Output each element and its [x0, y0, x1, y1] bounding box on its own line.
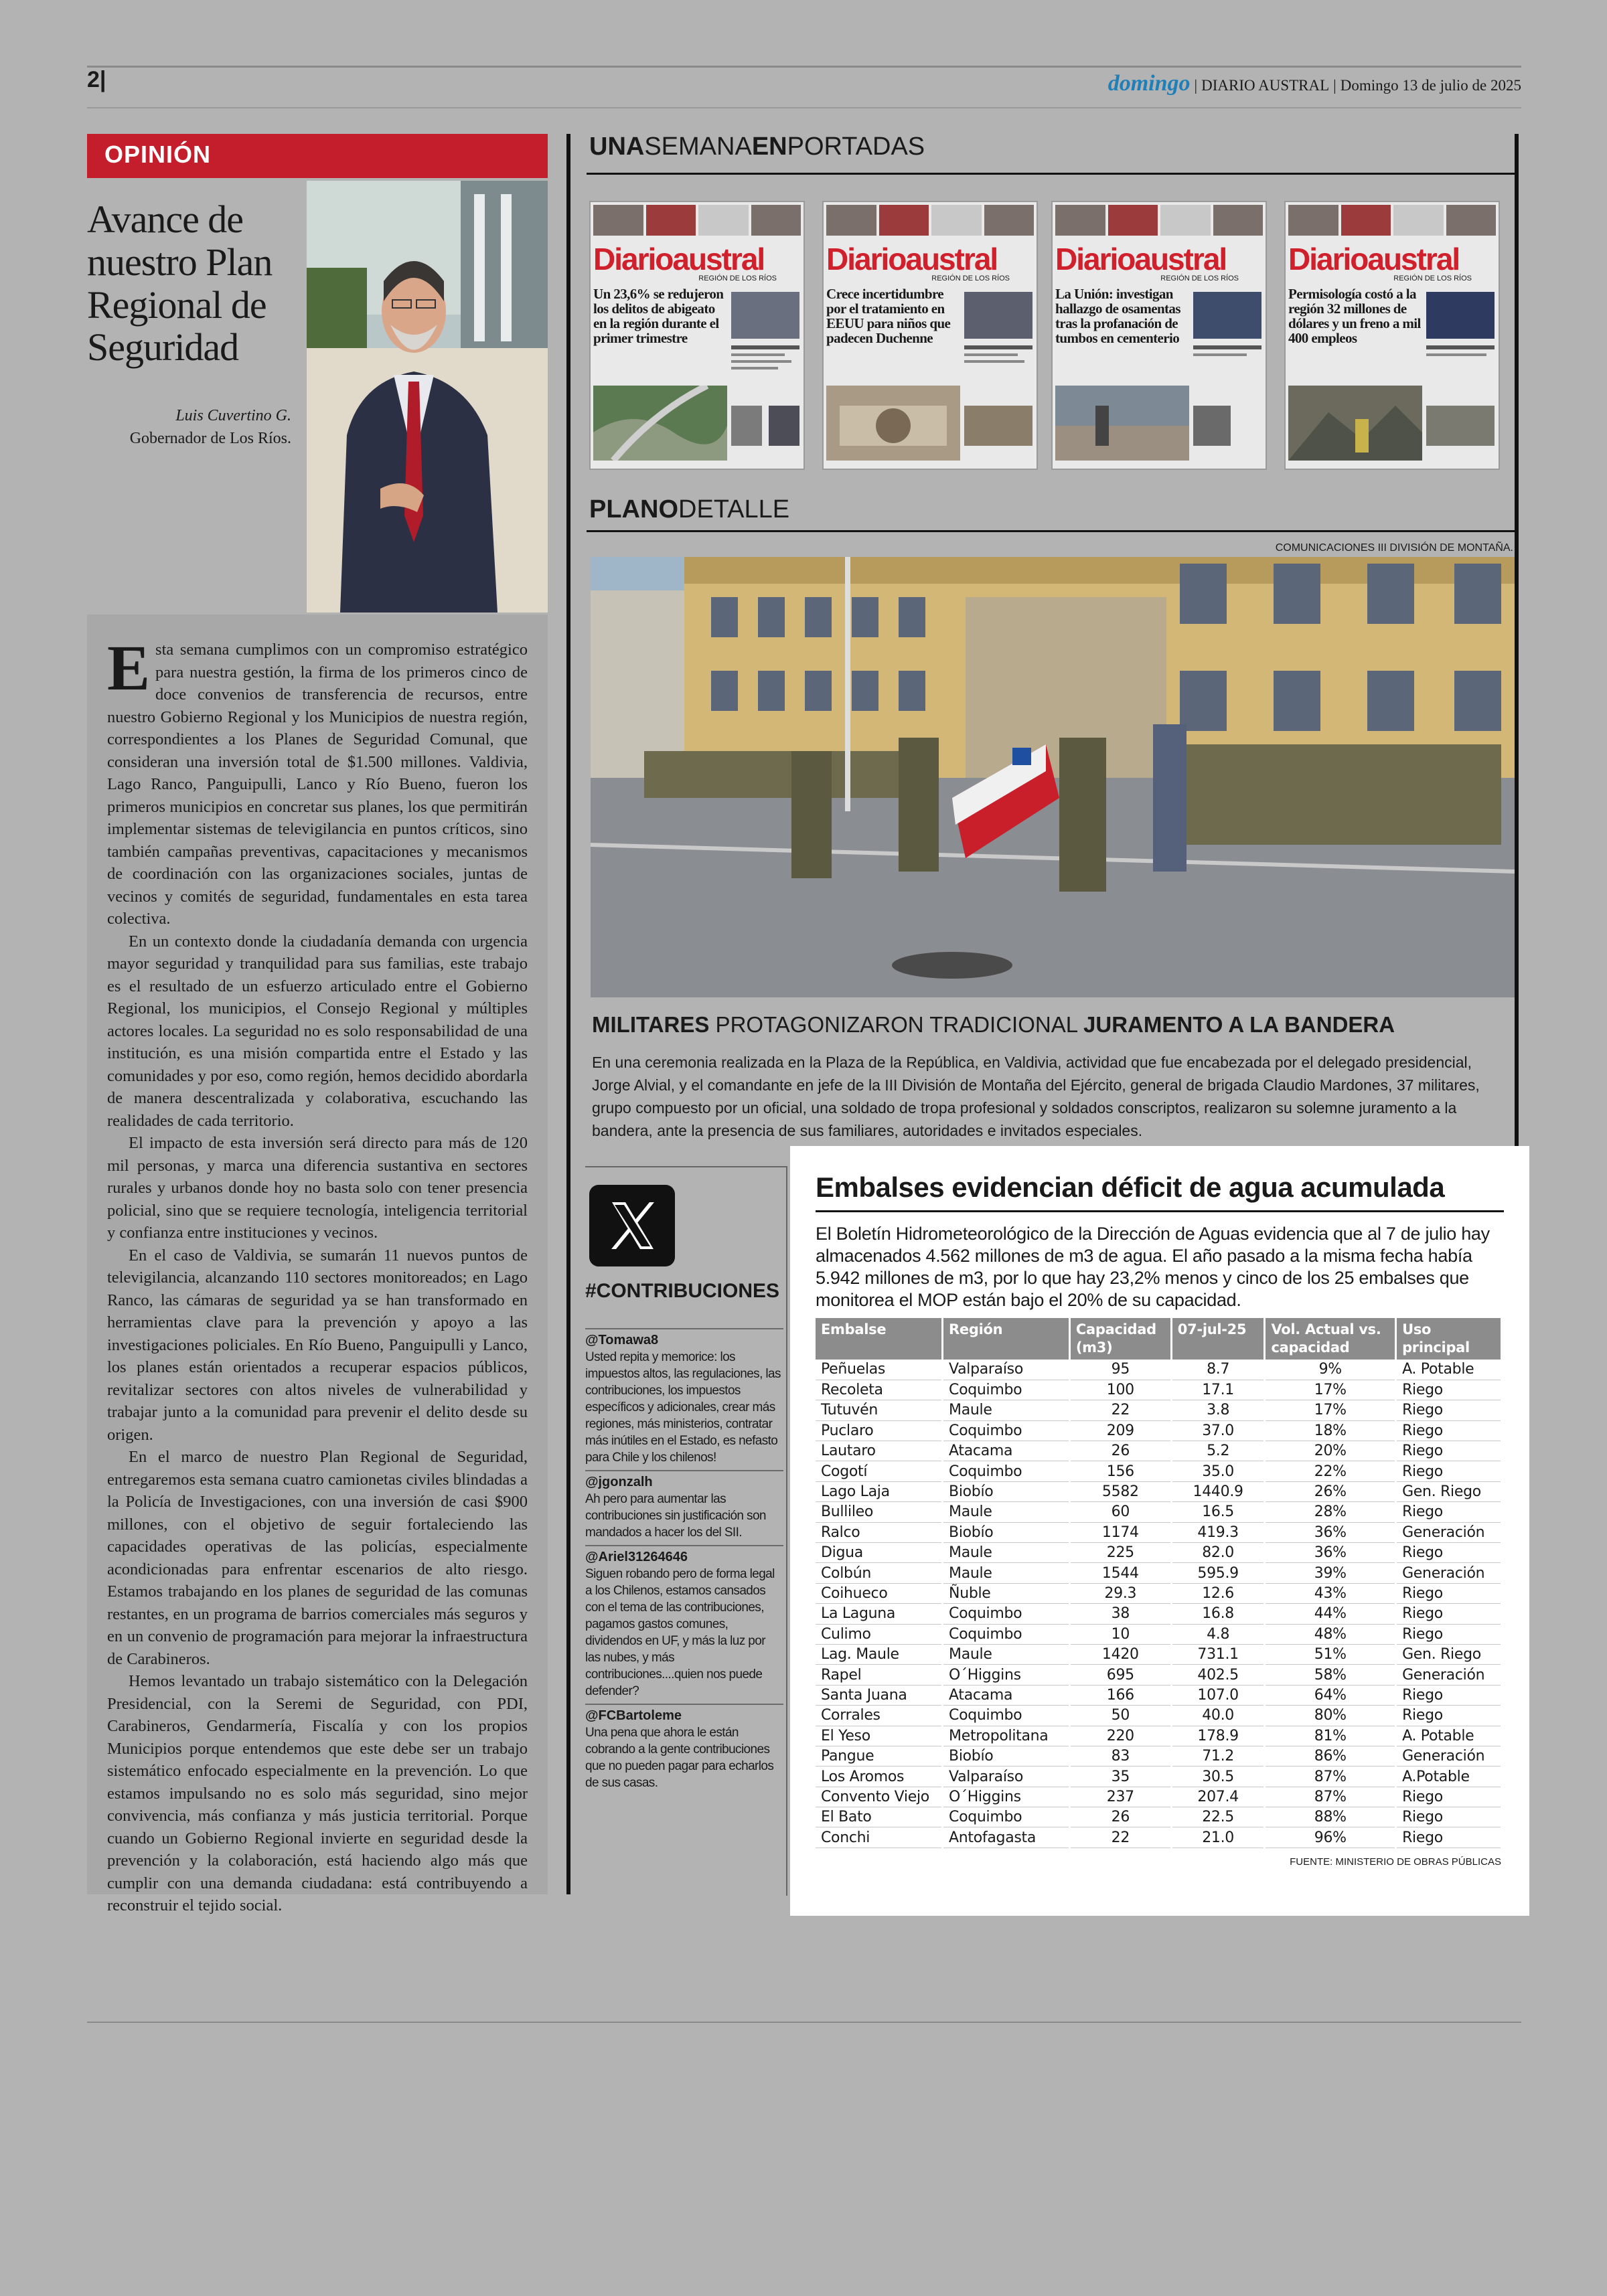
- table-cell: Ralco: [816, 1522, 943, 1542]
- table-cell: 22: [1069, 1827, 1171, 1848]
- table-cell: Riego: [1396, 1685, 1502, 1705]
- table-cell: La Laguna: [816, 1604, 943, 1624]
- table-cell: Riego: [1396, 1807, 1502, 1827]
- table-cell: 1420: [1069, 1644, 1171, 1664]
- tweet[interactable]: [585, 1470, 783, 1545]
- table-cell: Maule: [943, 1563, 1070, 1583]
- table-cell: 36%: [1265, 1543, 1396, 1563]
- cover-logo: Diarioaustral: [593, 242, 765, 276]
- table-cell: Riego: [1396, 1604, 1502, 1624]
- table-row: [816, 1644, 1502, 1664]
- bottom-rule: [87, 2022, 1521, 2023]
- table-cell: Generación: [1396, 1563, 1502, 1583]
- table-row: [816, 1380, 1502, 1400]
- tweet-text: Ah pero para aumentar las contribuciones sin justificación son mandados a hacer los del SII.: [585, 1492, 766, 1540]
- table-cell: 71.2: [1171, 1746, 1265, 1766]
- table-cell: 166: [1069, 1685, 1171, 1705]
- table-cell: Conchi: [816, 1827, 943, 1848]
- col-fecha: 07-jul-25: [1171, 1318, 1265, 1360]
- header-rule: [87, 107, 1521, 108]
- table-cell: 96%: [1265, 1827, 1396, 1848]
- table-cell: Atacama: [943, 1685, 1070, 1705]
- cover-photo: [1288, 386, 1422, 461]
- tweet[interactable]: [585, 1704, 783, 1795]
- table-cell: Tutuvén: [816, 1400, 943, 1420]
- separator: |: [1333, 77, 1336, 94]
- embalses-source: FUENTE: MINISTERIO DE OBRAS PÚBLICAS: [1290, 1856, 1501, 1868]
- cover-headline: La Unión: investigan hallazgo de osamentas tras la profanación de tumbos en cementerio: [1055, 286, 1180, 346]
- article-paragraph: Esta semana cumplimos con un compromiso estratégico para nuestra gestión, la firma de los primeros cinco de doce convenios de transferencia de recursos, entre nuestro Gobierno Regional y los Municipios de nuestra región, correspondientes a los Planes de Seguridad Comunal, que consideran una inversión total de $1.500 millones. Valdivia, Lago Ranco, Panguipulli, Lanco y Río Bueno, fueron los primeros municipios en concretar sus planes, los que permitirán implementar sistemas de televigilancia en puntos críticos, sino también campañas preventivas, capacitaciones y mecanismos de coordinación con las organizaciones sociales, juntas de vecinos y comités de seguridad, fundamentales en esta tarea colectiva.: [107, 632, 528, 928]
- table-header-row: [816, 1318, 1502, 1360]
- contribuciones-heading: #CONTRIBUCIONES: [585, 1280, 780, 1302]
- table-row: [816, 1360, 1502, 1380]
- table-cell: 43%: [1265, 1583, 1396, 1603]
- portadas-rule: [587, 173, 1515, 175]
- table-cell: 95: [1069, 1360, 1171, 1380]
- table-cell: Riego: [1396, 1543, 1502, 1563]
- table-cell: 237: [1069, 1787, 1171, 1807]
- table-cell: 10: [1069, 1624, 1171, 1644]
- table-row: [816, 1420, 1502, 1441]
- tweet-list: [585, 1328, 783, 1795]
- author-photo: [307, 181, 548, 612]
- col-vol-actual: Vol. Actual vs. capacidad: [1265, 1318, 1396, 1360]
- portadas-heading: UNASEMANAENPORTADAS: [589, 133, 925, 161]
- table-cell: 48%: [1265, 1624, 1396, 1644]
- photo-caption-text: En una ceremonia realizada en la Plaza de la República, en Valdivia, actividad que fue encabezada por el delegado presidencial, Jorge Alvial, y el comandante en jefe de la III División de Montaña del Ejército, general de brigada Claudio Mardones, 37 militares, grupo compuesto por un oficial, una soldado de tropa profesional y soldados conscriptos, realizaron su solemne juramento a la bandera, ante la presencia de sus familiares, autoridades e invitados especiales.: [592, 1054, 1480, 1139]
- table-cell: 595.9: [1171, 1563, 1265, 1583]
- article-paragraph: En un contexto donde la ciudadanía demanda con urgencia mayor seguridad y tranquilidad para sus familias, este trabajo es el resultado de un esfuerzo articulado entre el Gobierno Regional, los municipios, el Consejo Regional y múltiples actores locales. La seguridad no es solo responsabilidad de una institución, es una misión compartida entre el Estado y las comunidades y por eso, como región, hemos decidido abordarla de manera descentralizada y colaborativa, escuchando las realidades de cada territorio.: [107, 932, 528, 1130]
- table-cell: 8.7: [1171, 1360, 1265, 1380]
- table-cell: 22%: [1265, 1461, 1396, 1481]
- table-cell: 37.0: [1171, 1420, 1265, 1441]
- table-cell: 64%: [1265, 1685, 1396, 1705]
- plano-heading: PLANODETALLE: [589, 495, 790, 523]
- table-cell: 83: [1069, 1746, 1171, 1766]
- table-cell: 156: [1069, 1461, 1171, 1481]
- cover-photo: [826, 386, 960, 461]
- table-cell: Riego: [1396, 1380, 1502, 1400]
- paper-name: DIARIO AUSTRAL: [1201, 77, 1330, 94]
- table-cell: O´Higgins: [943, 1787, 1070, 1807]
- table-row: [816, 1807, 1502, 1827]
- table-cell: Corrales: [816, 1706, 943, 1726]
- table-row: [816, 1767, 1502, 1787]
- cover-headline: Un 23,6% se redujeron los delitos de abigeato en la región durante el primer trimestre: [593, 286, 724, 346]
- table-cell: A.Potable: [1396, 1767, 1502, 1787]
- opinion-column: [87, 134, 548, 1914]
- cover-headline: Crece incertidumbre por el tratamiento en EEUU para niños que padecen Duchenne: [826, 286, 951, 346]
- table-cell: 29.3: [1069, 1583, 1171, 1603]
- cover-headline: Permisología costó a la región 32 millones de dólares y un freno a mil 400 empleos: [1288, 286, 1421, 346]
- table-cell: O´Higgins: [943, 1665, 1070, 1685]
- table-cell: 26%: [1265, 1481, 1396, 1501]
- table-cell: Coquimbo: [943, 1420, 1070, 1441]
- col-capacidad: Capacidad (m3): [1069, 1318, 1171, 1360]
- table-cell: Riego: [1396, 1583, 1502, 1603]
- table-row: [816, 1827, 1502, 1848]
- table-cell: Gen. Riego: [1396, 1644, 1502, 1664]
- front-page-cover[interactable]: Diarioaustral REGIÓN DE LOS RÍOS Un 23,6% se redujeron los delitos de abigeato en la región durante el primer trimestre: [589, 201, 805, 470]
- table-cell: Riego: [1396, 1461, 1502, 1481]
- table-row: [816, 1543, 1502, 1563]
- table-cell: Generación: [1396, 1665, 1502, 1685]
- table-cell: 16.5: [1171, 1502, 1265, 1522]
- table-cell: Bullileo: [816, 1502, 943, 1522]
- table-cell: Coquimbo: [943, 1604, 1070, 1624]
- tweet[interactable]: [585, 1328, 783, 1470]
- cover-logo: Diarioaustral: [1055, 242, 1227, 276]
- table-row: [816, 1624, 1502, 1644]
- table-cell: 30.5: [1171, 1767, 1265, 1787]
- table-cell: 28%: [1265, 1502, 1396, 1522]
- ceremony-photo: [591, 557, 1515, 997]
- separator: |: [1194, 77, 1198, 94]
- table-cell: 21.0: [1171, 1827, 1265, 1848]
- article-paragraph: En el marco de nuestro Plan Regional de Seguridad, entregaremos esta semana cuatro camionetas civiles blindadas a la Policía de Investigaciones, con una inversión de casi $900 millones, con el objetivo de seguir fortaleciendo las capacidades operativas de las policías, especialmente acondicionadas para enfrentar escenarios de alto riesgo. Estamos trabajando en los planes de seguridad de las comunas restantes, en un programa de barrios comerciales más seguros y en un convenio de programación para mejorar la infraestructura de Carabineros.: [107, 1448, 528, 1668]
- cover-photo: [593, 386, 727, 461]
- table-cell: 22.5: [1171, 1807, 1265, 1827]
- cover-logo: Diarioaustral: [826, 242, 998, 276]
- table-cell: 17%: [1265, 1380, 1396, 1400]
- table-cell: 51%: [1265, 1644, 1396, 1664]
- table-cell: Riego: [1396, 1420, 1502, 1441]
- table-cell: Coquimbo: [943, 1380, 1070, 1400]
- table-row: [816, 1787, 1502, 1807]
- table-cell: 58%: [1265, 1665, 1396, 1685]
- table-cell: Lago Laja: [816, 1481, 943, 1501]
- table-row: [816, 1604, 1502, 1624]
- table-cell: Digua: [816, 1543, 943, 1563]
- opinion-author: [87, 405, 291, 450]
- table-row: [816, 1706, 1502, 1726]
- article-paragraph: Hemos levantado un trabajo sistemático con la Delegación Presidencial, con la Seremi de Seguridad, con PDI, Carabineros, Gendarmería, Fiscalía y con los propios Municipios porque entendemos que este debe ser un trabajo sistemático enfocado especialmente en la prevención. Lo que estamos impulsando no es solo más seguridad, sino mejor convivencia, más confianza y más justicia territorial. Porque cuando un Gobierno Regional invierte en seguridad desde la prevención y la colaboración, está haciendo algo más que cumplir con una demanda ciudadana: está contribuyendo a reconstruir el tejido social.: [107, 1672, 528, 1914]
- table-cell: Valparaíso: [943, 1360, 1070, 1380]
- tweet-text: Siguen robando pero de forma legal a los Chilenos, estamos cansados con el tema de las contribuciones, pagamos gastos comunes, dividendos en UF, y más la luz por las nubes, y más contribuciones....quien nos puede defender?: [585, 1567, 775, 1698]
- embalses-table: [816, 1318, 1503, 1848]
- photo-caption-title: MILITARES PROTAGONIZARON TRADICIONAL JURAMENTO A LA BANDERA: [592, 1012, 1395, 1037]
- opinion-section-label: OPINIÓN: [87, 134, 548, 178]
- table-cell: 88%: [1265, 1807, 1396, 1827]
- table-cell: Lag. Maule: [816, 1644, 943, 1664]
- table-cell: 22: [1069, 1400, 1171, 1420]
- table-cell: Lautaro: [816, 1441, 943, 1461]
- table-cell: Ñuble: [943, 1583, 1070, 1603]
- table-cell: 1174: [1069, 1522, 1171, 1542]
- table-cell: 107.0: [1171, 1685, 1265, 1705]
- table-cell: Coquimbo: [943, 1706, 1070, 1726]
- tweet-handle: @Tomawa8: [585, 1333, 659, 1347]
- table-cell: Riego: [1396, 1441, 1502, 1461]
- table-cell: 39%: [1265, 1563, 1396, 1583]
- table-cell: Riego: [1396, 1827, 1502, 1848]
- col-region: Región: [943, 1318, 1070, 1360]
- x-logo-icon: [589, 1185, 675, 1266]
- article-paragraph: En el caso de Valdivia, se sumarán 11 nuevos puntos de televigilancia, alcanzando 110 sectores monitoreados; en Lago Ranco, las cámaras de seguridad ya se han transformado en herramientas clave para la prevención y apoyo a las investigaciones policiales. En Río Bueno, Panguipulli y Lanco, los planes están orientados a recuperar espacios públicos, revitalizar sectores con altos niveles de vulnerabilidad y trabajar junto a la comunidad para prevenir el delito desde su origen.: [107, 1246, 528, 1444]
- table-cell: Generación: [1396, 1522, 1502, 1542]
- table-cell: 4.8: [1171, 1624, 1265, 1644]
- table-cell: Cogotí: [816, 1461, 943, 1481]
- table-cell: 26: [1069, 1807, 1171, 1827]
- table-cell: 18%: [1265, 1420, 1396, 1441]
- table-cell: A. Potable: [1396, 1360, 1502, 1380]
- table-cell: 402.5: [1171, 1665, 1265, 1685]
- contrib-divider: [786, 1166, 787, 1896]
- table-cell: Maule: [943, 1543, 1070, 1563]
- table-row: [816, 1583, 1502, 1603]
- front-page-cover[interactable]: Diarioaustral REGIÓN DE LOS RÍOS La Unión: investigan hallazgo de osamentas tras la profanación de tumbos en cementerio: [1051, 201, 1267, 470]
- col-embalse: Embalse: [816, 1318, 943, 1360]
- drop-cap: E: [107, 632, 151, 704]
- table-cell: Atacama: [943, 1441, 1070, 1461]
- tweet-text: Usted repita y memorice: los impuestos altos, las regulaciones, las contribuciones, los impuestos específicos y adicionales, crear más regiones, más ministerios, contratar más inútiles en el Estado, es nefasto para Chile y los chilenos!: [585, 1350, 781, 1465]
- table-cell: 695: [1069, 1665, 1171, 1685]
- table-cell: 16.8: [1171, 1604, 1265, 1624]
- plano-rule: [587, 530, 1515, 532]
- tweet-text: Una pena que ahora le están cobrando a la gente contribuciones que no pueden pagar para echarlos de sus casas.: [585, 1726, 774, 1790]
- table-cell: 35: [1069, 1767, 1171, 1787]
- table-cell: Metropolitana: [943, 1726, 1070, 1746]
- table-row: [816, 1441, 1502, 1461]
- table-cell: Generación: [1396, 1746, 1502, 1766]
- table-cell: 17.1: [1171, 1380, 1265, 1400]
- table-row: [816, 1400, 1502, 1420]
- cover-photo: [1055, 386, 1189, 461]
- table-cell: Puclaro: [816, 1420, 943, 1441]
- embalses-title: Embalses evidencian déficit de agua acumulada: [816, 1171, 1504, 1212]
- table-cell: 17%: [1265, 1400, 1396, 1420]
- table-row: [816, 1522, 1502, 1542]
- table-cell: El Yeso: [816, 1726, 943, 1746]
- embalses-intro: El Boletín Hidrometeorológico de la Dirección de Aguas evidencia que al 7 de julio hay almacenados 4.562 millones de m3 de agua. El año pasado a la misma fecha había 5.942 millones de m3, por lo que hay 23,2% menos y cinco de los 25 embalses que monitorea el MOP están bajo el 20% de su capacidad.: [816, 1224, 1490, 1310]
- table-cell: Recoleta: [816, 1380, 943, 1400]
- table-cell: 35.0: [1171, 1461, 1265, 1481]
- table-cell: 5582: [1069, 1481, 1171, 1501]
- table-cell: Colbún: [816, 1563, 943, 1583]
- top-rule: [87, 66, 1521, 68]
- table-cell: 44%: [1265, 1604, 1396, 1624]
- table-cell: Valparaíso: [943, 1767, 1070, 1787]
- tweet-handle: @jgonzalh: [585, 1475, 653, 1489]
- table-cell: 419.3: [1171, 1522, 1265, 1542]
- embalses-box: [790, 1146, 1529, 1916]
- table-cell: 50: [1069, 1706, 1171, 1726]
- table-cell: 81%: [1265, 1726, 1396, 1746]
- table-cell: Coihueco: [816, 1583, 943, 1603]
- table-cell: 731.1: [1171, 1644, 1265, 1664]
- table-cell: Los Aromos: [816, 1767, 943, 1787]
- table-cell: 100: [1069, 1380, 1171, 1400]
- table-cell: 82.0: [1171, 1543, 1265, 1563]
- table-cell: Riego: [1396, 1706, 1502, 1726]
- tweet[interactable]: [585, 1545, 783, 1704]
- tweet-handle: @Ariel31264646: [585, 1550, 688, 1564]
- table-cell: 225: [1069, 1543, 1171, 1563]
- table-cell: Gen. Riego: [1396, 1481, 1502, 1501]
- opinion-article-body: [87, 614, 548, 1914]
- table-cell: 36%: [1265, 1522, 1396, 1542]
- table-cell: Maule: [943, 1502, 1070, 1522]
- table-cell: Antofagasta: [943, 1827, 1070, 1848]
- opinion-title: Avance de nuestro Plan Regional de Seguridad: [87, 197, 273, 370]
- photo-credit: COMUNICACIONES III DIVISIÓN DE MONTAÑA.: [1275, 542, 1513, 554]
- table-cell: 1440.9: [1171, 1481, 1265, 1501]
- table-cell: Riego: [1396, 1502, 1502, 1522]
- table-cell: 87%: [1265, 1787, 1396, 1807]
- table-cell: Coquimbo: [943, 1807, 1070, 1827]
- table-row: [816, 1502, 1502, 1522]
- table-cell: 1544: [1069, 1563, 1171, 1583]
- table-cell: Santa Juana: [816, 1685, 943, 1705]
- brand-domingo: domingo: [1107, 71, 1191, 96]
- table-cell: A. Potable: [1396, 1726, 1502, 1746]
- cover-logo: Diarioaustral: [1288, 242, 1460, 276]
- table-cell: Coquimbo: [943, 1461, 1070, 1481]
- table-row: [816, 1685, 1502, 1705]
- table-cell: 3.8: [1171, 1400, 1265, 1420]
- table-cell: Maule: [943, 1644, 1070, 1664]
- table-cell: 209: [1069, 1420, 1171, 1441]
- issue-date: Domingo 13 de julio de 2025: [1340, 77, 1521, 94]
- table-cell: Biobío: [943, 1481, 1070, 1501]
- table-cell: 207.4: [1171, 1787, 1265, 1807]
- table-row: [816, 1726, 1502, 1746]
- author-name: Luis Cuvertino G.: [175, 407, 291, 424]
- col-uso: Uso principal: [1396, 1318, 1502, 1360]
- front-page-cover[interactable]: Diarioaustral REGIÓN DE LOS RÍOS Permisología costó a la región 32 millones de dólares y un freno a mil 400 empleos: [1284, 201, 1500, 470]
- table-cell: 12.6: [1171, 1583, 1265, 1603]
- table-body: [816, 1360, 1502, 1848]
- table-row: [816, 1563, 1502, 1583]
- table-cell: 5.2: [1171, 1441, 1265, 1461]
- table-cell: 80%: [1265, 1706, 1396, 1726]
- table-cell: Biobío: [943, 1746, 1070, 1766]
- table-cell: Riego: [1396, 1400, 1502, 1420]
- table-cell: 178.9: [1171, 1726, 1265, 1746]
- table-cell: 60: [1069, 1502, 1171, 1522]
- table-cell: Riego: [1396, 1624, 1502, 1644]
- table-cell: 220: [1069, 1726, 1171, 1746]
- table-row: [816, 1461, 1502, 1481]
- table-cell: 40.0: [1171, 1706, 1265, 1726]
- author-role: Gobernador de Los Ríos.: [129, 429, 291, 447]
- table-cell: Maule: [943, 1400, 1070, 1420]
- table-cell: Convento Viejo: [816, 1787, 943, 1807]
- table-cell: Coquimbo: [943, 1624, 1070, 1644]
- table-row: [816, 1746, 1502, 1766]
- table-cell: El Bato: [816, 1807, 943, 1827]
- page-number: 2|: [87, 67, 106, 92]
- table-cell: 87%: [1265, 1767, 1396, 1787]
- table-cell: Riego: [1396, 1787, 1502, 1807]
- column-divider: [566, 134, 570, 1894]
- front-page-cover[interactable]: Diarioaustral REGIÓN DE LOS RÍOS Crece incertidumbre por el tratamiento en EEUU para niños que padecen Duchenne: [822, 201, 1038, 470]
- table-cell: Pangue: [816, 1746, 943, 1766]
- table-cell: 20%: [1265, 1441, 1396, 1461]
- table-cell: 26: [1069, 1441, 1171, 1461]
- table-cell: 38: [1069, 1604, 1171, 1624]
- table-row: [816, 1481, 1502, 1501]
- column-divider-right: [1515, 134, 1519, 1151]
- table-cell: Culimo: [816, 1624, 943, 1644]
- table-row: [816, 1665, 1502, 1685]
- contrib-rule: [585, 1166, 786, 1167]
- table-cell: Biobío: [943, 1522, 1070, 1542]
- table-cell: 9%: [1265, 1360, 1396, 1380]
- masthead: [1108, 71, 1521, 96]
- tweet-handle: @FCBartoleme: [585, 1708, 682, 1723]
- table-cell: Peñuelas: [816, 1360, 943, 1380]
- article-paragraph: El impacto de esta inversión será directo para más de 120 mil personas, y marca una diferencia sustantiva en sectores rurales y urbanos donde hoy no basta solo con tener presencia policial, sino que se requiere tecnología, inteligencia territorial y confianza entre instituciones y vecinos.: [107, 1134, 528, 1242]
- table-cell: 86%: [1265, 1746, 1396, 1766]
- table-cell: Rapel: [816, 1665, 943, 1685]
